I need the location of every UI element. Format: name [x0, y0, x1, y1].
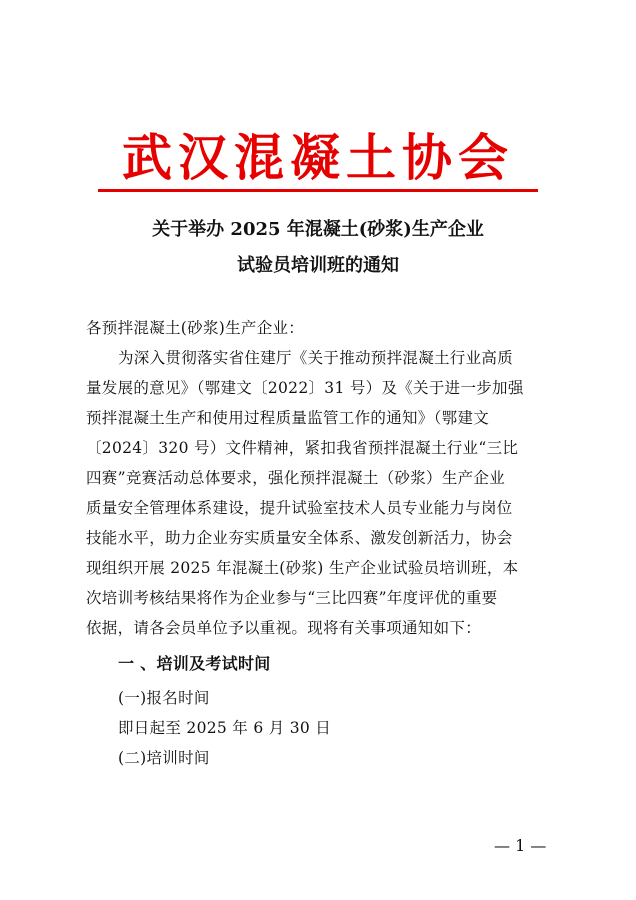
- body-line: 次培训考核结果将作为企业参与“三比四赛”年度评优的重要: [86, 589, 498, 607]
- body-line: 〔2024〕320 号）文件精神，紧扣我省预拌混凝土行业“三比: [86, 439, 519, 457]
- body-line: 四赛”竞赛活动总体要求，强化预拌混凝土（砂浆）生产企业: [86, 469, 506, 487]
- notice-title-line-1: 关于举办 2025 年混凝土(砂浆)生产企业: [152, 219, 484, 240]
- page-number: — 1 —: [494, 836, 547, 855]
- body-line: 量发展的意见》（鄂建文〔2022〕31 号）及《关于进一步加强: [86, 379, 524, 397]
- body-line: 预拌混凝土生产和使用过程质量监管工作的通知》（鄂建文: [86, 409, 490, 427]
- body-line: 技能水平，助力企业夯实质量安全体系、激发创新活力，协会: [86, 529, 513, 547]
- salutation: 各预拌混凝土(砂浆)生产企业：: [86, 319, 305, 337]
- letterhead-red-rule: [98, 189, 538, 192]
- registration-time-text: 即日起至 2025 年 6 月 30 日: [118, 719, 332, 737]
- notice-title-line-2: 试验员培训班的通知: [237, 255, 399, 276]
- body-line: 为深入贯彻落实省住建厅《关于推动预拌混凝土行业高质: [118, 349, 514, 367]
- section-heading-training-exam-time: 一 、培训及考试时间: [118, 654, 271, 673]
- org-letterhead-title: 武汉混凝土协会: [122, 129, 514, 187]
- body-line: 现组织开展 2025 年混凝土(砂浆) 生产企业试验员培训班，本: [86, 559, 519, 577]
- subsection-registration-time-label: (一)报名时间: [118, 689, 210, 707]
- body-line: 依据，请各会员单位予以重视。现将有关事项通知如下：: [86, 619, 482, 637]
- body-line: 质量安全管理体系建设，提升试验室技术人员专业能力与岗位: [86, 499, 513, 517]
- subsection-training-time-label: (二)培训时间: [118, 749, 210, 767]
